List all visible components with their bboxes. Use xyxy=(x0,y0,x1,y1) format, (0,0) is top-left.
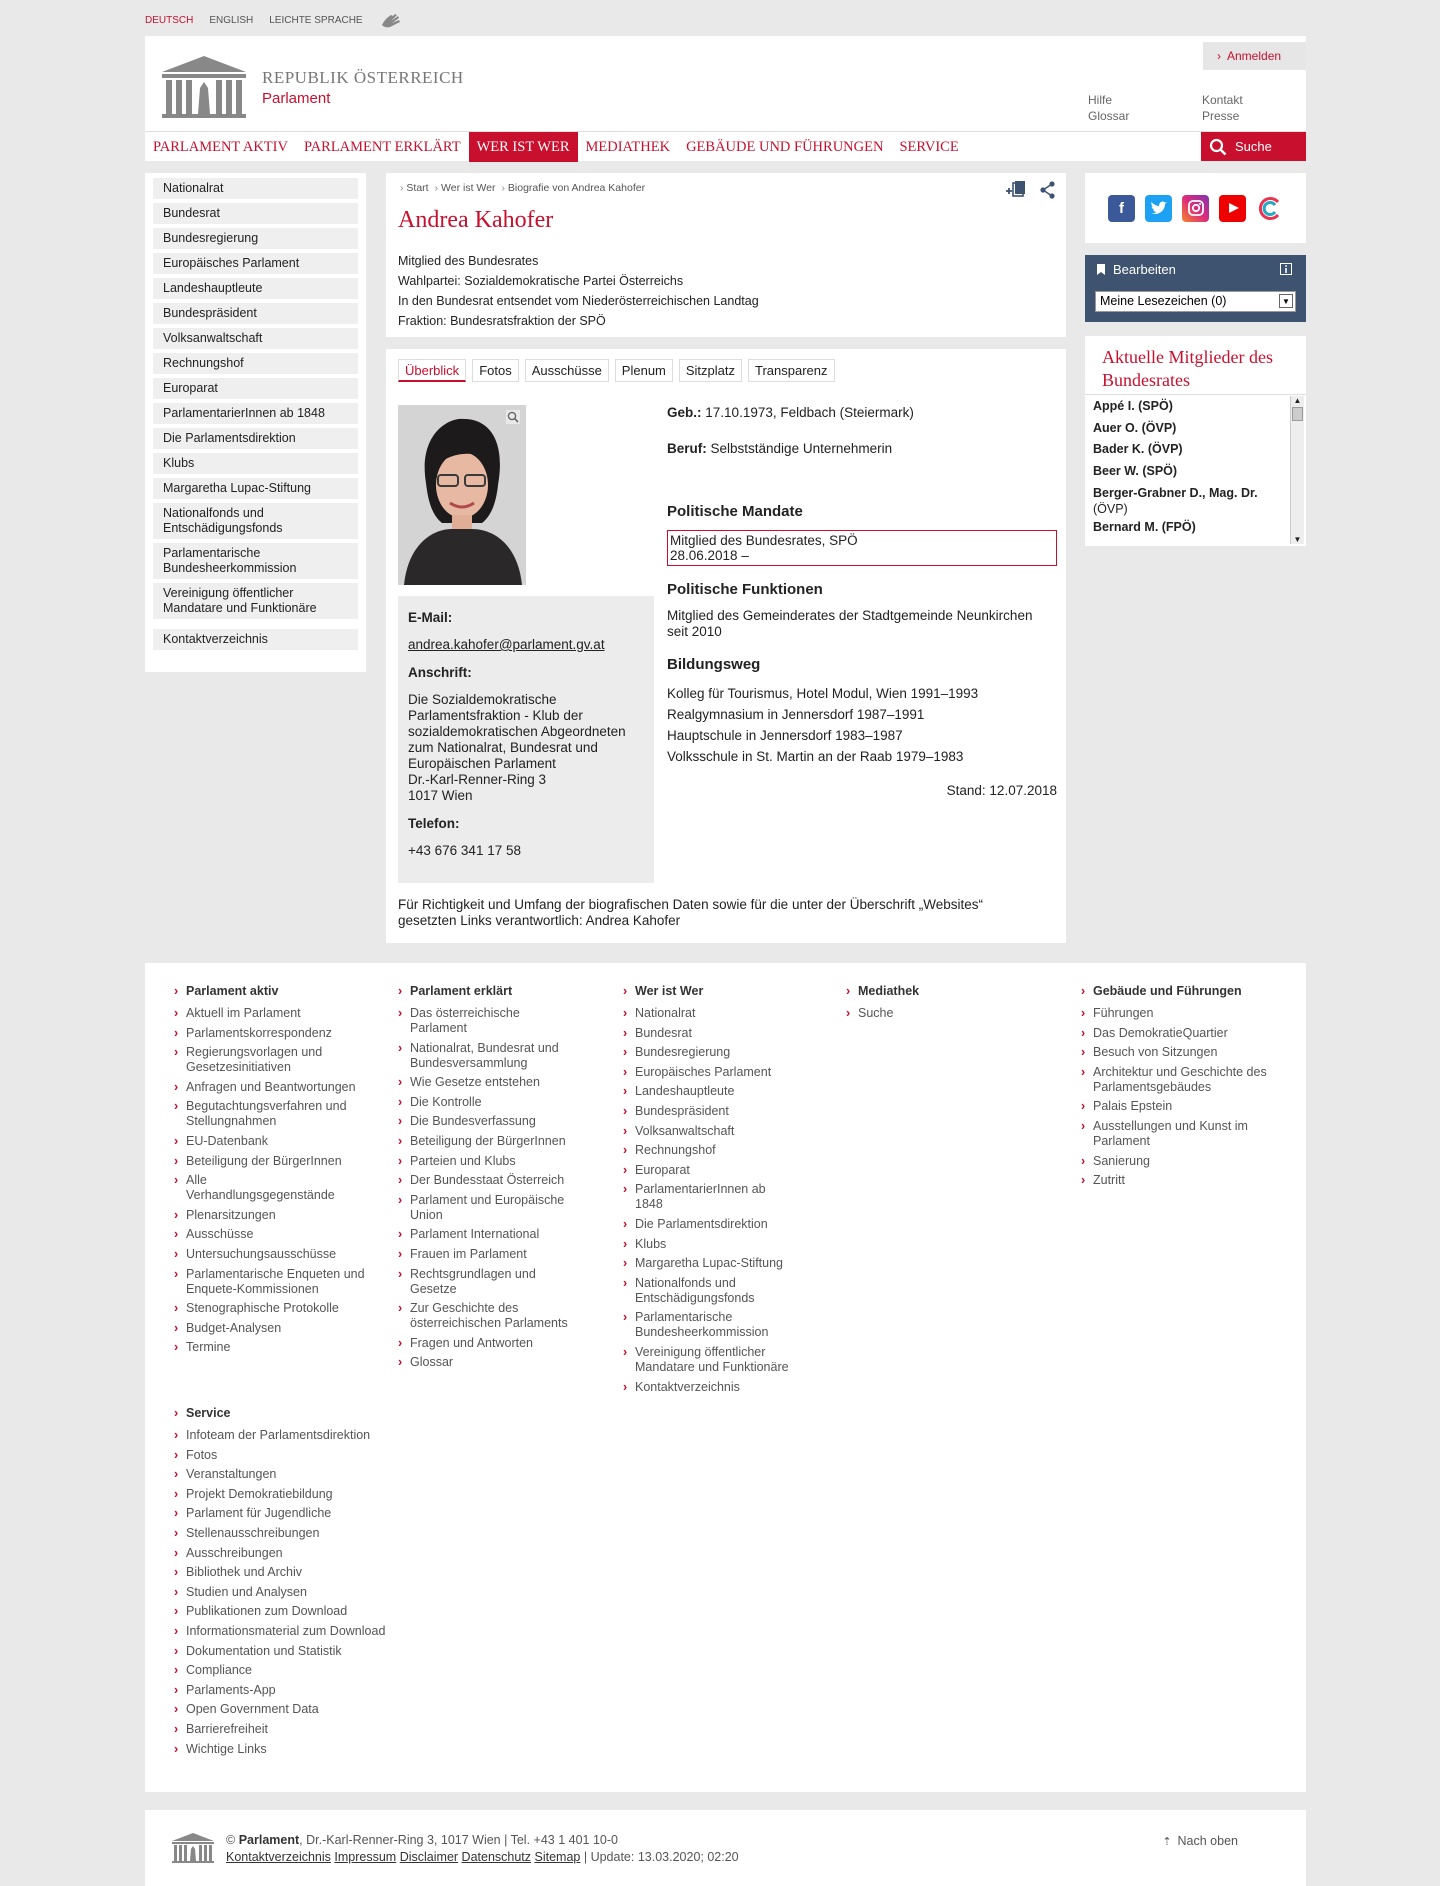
footer-link[interactable]: › Frauen im Parlament xyxy=(410,1247,590,1262)
footer-link[interactable]: › Die Bundesverfassung xyxy=(410,1114,590,1129)
footer-link[interactable]: › Publikationen zum Download xyxy=(186,1604,426,1619)
education-heading: Bildungsweg xyxy=(667,656,761,673)
disclaimer-link[interactable]: Disclaimer xyxy=(399,1850,459,1864)
function-title: Mitglied des Gemeinderates der Stadtgemeinde Neunkirchen xyxy=(667,608,1033,623)
footer-link[interactable]: › Zutritt xyxy=(1093,1173,1273,1188)
footer-link[interactable]: › Parlaments-App xyxy=(186,1683,426,1698)
members-list xyxy=(1093,396,1289,544)
footer-link[interactable]: › Bundespräsident xyxy=(635,1104,815,1119)
footer-link[interactable]: › Fragen und Antworten xyxy=(410,1336,590,1351)
breadcrumb xyxy=(400,182,645,194)
search-button[interactable] xyxy=(1201,132,1306,161)
sidebar-item[interactable]: Nationalrat xyxy=(153,178,358,199)
member-item[interactable]: Auer O. (ÖVP) xyxy=(1093,420,1177,435)
portrait-image xyxy=(398,405,526,585)
sitemap-link[interactable]: Sitemap xyxy=(534,1850,581,1864)
mandate-date: 28.06.2018 – xyxy=(670,548,749,563)
footer-link[interactable]: › Parteien und Klubs xyxy=(410,1154,590,1169)
profile-tabs xyxy=(398,359,835,382)
breadcrumb-current: › Biografie von Andrea Kahofer xyxy=(501,182,645,194)
sidebar-item[interactable]: ParlamentarierInnen ab 1848 xyxy=(153,403,358,424)
profession-info xyxy=(667,441,1057,456)
person-summary xyxy=(398,251,759,331)
info-icon[interactable] xyxy=(1280,263,1292,275)
update-info: | Update: 13.03.2020; 02:20 xyxy=(583,1850,739,1864)
footer-link[interactable]: › Die Parlamentsdirektion xyxy=(635,1217,815,1232)
birth-value: 17.10.1973, Feldbach (Steiermark) xyxy=(705,405,914,420)
education-list xyxy=(667,683,1057,767)
sidebar-item[interactable]: Rechnungshof xyxy=(153,353,358,374)
twitter-icon[interactable] xyxy=(1145,195,1172,222)
footer-link[interactable]: › Nationalrat, Bundesrat und Bundesversammlung xyxy=(410,1041,590,1071)
footer-link[interactable]: › Barrierefreiheit xyxy=(186,1722,426,1737)
address-line: sozialdemokratischen Abgeordneten xyxy=(408,724,626,739)
phone-label: Telefon: xyxy=(408,816,460,831)
language-bar xyxy=(145,0,405,40)
address xyxy=(408,692,644,804)
edit-label: Bearbeiten xyxy=(1113,262,1176,277)
sidebar-item[interactable]: Margaretha Lupac-Stiftung xyxy=(153,478,358,499)
person-delegation: In den Bundesrat entsendet vom Niederösterreichischen Landtag xyxy=(398,294,759,308)
sidebar-item[interactable]: Bundesrat xyxy=(153,203,358,224)
footer-link[interactable]: › Parlament International xyxy=(410,1227,590,1242)
footer-link[interactable]: › Beteiligung der BürgerInnen xyxy=(186,1154,366,1169)
lang-leichte-sprache[interactable]: LEICHTE SPRACHE xyxy=(269,14,363,26)
footer-link[interactable]: › Bundesregierung xyxy=(635,1045,815,1060)
tab-fotos[interactable]: Fotos xyxy=(472,359,519,382)
demokratiewebstatt-icon[interactable] xyxy=(1256,195,1283,222)
footer-link[interactable]: › Europarat xyxy=(635,1163,815,1178)
footer-link[interactable]: › ParlamentarierInnen ab 1848 xyxy=(635,1182,785,1212)
nav-service[interactable]: SERVICE xyxy=(899,139,959,155)
contact-box xyxy=(398,596,654,883)
footer-link[interactable]: › Klubs xyxy=(635,1237,815,1252)
arrow-up-icon: ⇡ xyxy=(1162,1836,1172,1848)
bookmarks-panel xyxy=(1085,255,1306,322)
footer-link[interactable]: › Rechnungshof xyxy=(635,1143,815,1158)
edit-bookmarks[interactable] xyxy=(1095,262,1176,277)
footer-col-service xyxy=(186,1406,426,1761)
footer-link[interactable]: › Nationalfonds und Entschädigungsfonds xyxy=(635,1276,785,1306)
search-label: Suche xyxy=(1235,139,1272,154)
tab-plenum[interactable]: Plenum xyxy=(615,359,673,382)
bottom-bar xyxy=(145,1810,1306,1886)
address-line: 1017 Wien xyxy=(408,788,473,803)
footer-link[interactable]: › Alle Verhandlungsgegenstände xyxy=(186,1173,321,1203)
phone-number: +43 676 341 17 58 xyxy=(408,843,521,858)
header-links-right xyxy=(1202,92,1243,124)
person-photo[interactable] xyxy=(398,405,526,585)
functions-heading: Politische Funktionen xyxy=(667,581,823,598)
member-item[interactable]: Beer W. (SPÖ) xyxy=(1093,463,1178,478)
biography-details xyxy=(667,405,1057,798)
education-item: Hauptschule in Jennersdorf 1983–1987 xyxy=(667,728,903,743)
scroll-thumb[interactable] xyxy=(1292,407,1303,421)
org-address: , Dr.-Karl-Renner-Ring 3, 1017 Wien | Tel. +43 1 401 10-0 xyxy=(299,1833,618,1847)
footer-link[interactable]: › Nationalrat xyxy=(635,1006,815,1021)
footer-link[interactable]: › EU-Datenbank xyxy=(186,1134,366,1149)
footer-col-mediathek xyxy=(858,984,1008,1026)
footer-link[interactable]: › Kontaktverzeichnis xyxy=(635,1380,815,1395)
last-updated: Stand: 12.07.2018 xyxy=(946,783,1057,798)
footer-link[interactable]: › Open Government Data xyxy=(186,1702,426,1717)
footer-link[interactable]: › Palais Epstein xyxy=(1093,1099,1273,1114)
nav-parlament-aktiv[interactable]: PARLAMENT AKTIV xyxy=(153,139,288,155)
sidebar-item[interactable]: Parlamentarische Bundesheerkommission xyxy=(153,543,358,579)
address-line: zum Nationalrat, Bundesrat und xyxy=(408,740,598,755)
footer-link[interactable]: › Dokumentation und Statistik xyxy=(186,1644,426,1659)
scroll-down-icon[interactable]: ▼ xyxy=(1293,535,1302,544)
site-header xyxy=(145,36,1306,131)
footer-link[interactable]: › Studien und Analysen xyxy=(186,1585,426,1600)
org-name: Parlament xyxy=(238,1833,300,1847)
address-line: Die Sozialdemokratische xyxy=(408,692,557,707)
breadcrumb-start[interactable]: › Start xyxy=(400,182,429,194)
chevron-down-icon: ▼ xyxy=(1279,294,1293,308)
profession-value: Selbstständige Unternehmerin xyxy=(710,441,893,456)
logo-subtitle: Parlament xyxy=(262,89,331,107)
main-navigation xyxy=(145,131,1306,161)
footer-link[interactable]: › Landeshauptleute xyxy=(635,1084,815,1099)
footer-link[interactable]: › Ausschüsse xyxy=(186,1227,366,1242)
sidebar-item[interactable]: Landeshauptleute xyxy=(153,278,358,299)
footer-link[interactable]: › Suche xyxy=(858,1006,1008,1021)
nav-wer-ist-wer[interactable]: WER IST WER xyxy=(469,132,578,162)
logo-title: REPUBLIK ÖSTERREICH xyxy=(262,67,464,87)
function-date: seit 2010 xyxy=(667,624,722,639)
bookmarks-select[interactable] xyxy=(1095,291,1296,312)
sidebar-item[interactable]: Nationalfonds und Entschädigungsfonds xyxy=(153,503,358,539)
person-party: Wahlpartei: Sozialdemokratische Partei Österreichs xyxy=(398,274,684,288)
footer-link[interactable]: › Begutachtungsverfahren und Stellungnahmen xyxy=(186,1099,366,1129)
sidebar-item[interactable]: Bundespräsident xyxy=(153,303,358,324)
footer-link[interactable]: › Parlamentarische Bundesheerkommission xyxy=(635,1310,785,1340)
sidebar-item[interactable]: Volksanwaltschaft xyxy=(153,328,358,349)
nav-mediathek[interactable]: MEDIATHEK xyxy=(585,139,671,155)
sign-language-icon[interactable] xyxy=(379,11,405,29)
footer-heading[interactable]: › Wer ist Wer xyxy=(635,984,815,998)
person-header-card xyxy=(386,173,1066,337)
footer-link[interactable]: › Wichtige Links xyxy=(186,1742,426,1757)
footer-link[interactable]: › Ausstellungen und Kunst im Parlament xyxy=(1093,1119,1273,1149)
mandate-entry xyxy=(667,530,1057,566)
footer-link[interactable]: › Bibliothek und Archiv xyxy=(186,1565,426,1580)
footer-sitemap xyxy=(145,963,1306,1792)
footer-link[interactable]: › Parlamentskorrespondenz xyxy=(186,1026,366,1041)
member-item[interactable]: Berger-Grabner D., Mag. Dr. (ÖVP) xyxy=(1093,486,1258,516)
address-line: Dr.-Karl-Renner-Ring 3 xyxy=(408,772,547,787)
education-item: Volksschule in St. Martin an der Raab 1979–1983 xyxy=(667,749,964,764)
footer-link[interactable]: › Informationsmaterial zum Download xyxy=(186,1624,426,1639)
responsibility-note: Für Richtigkeit und Umfang der biografischen Daten sowie für die unter der Überschrift „Websites“ gesetzten Links verantwortlich: Andrea Kahofer xyxy=(398,897,984,928)
press-link[interactable]: Presse xyxy=(1202,109,1240,123)
zoom-icon[interactable] xyxy=(506,410,520,424)
footer-link[interactable]: › Parlamentarische Enqueten und Enquete-Kommissionen xyxy=(186,1267,366,1297)
footer-heading[interactable]: › Parlament erklärt xyxy=(410,984,590,998)
footer-link[interactable]: › Führungen xyxy=(1093,1006,1273,1021)
footer-link[interactable]: › Regierungsvorlagen und Gesetzesinitiativen xyxy=(186,1045,366,1075)
footer-link[interactable]: › Aktuell im Parlament xyxy=(186,1006,366,1021)
parliament-building-icon xyxy=(160,54,248,120)
footer-link[interactable]: › Margaretha Lupac-Stiftung xyxy=(635,1256,815,1271)
datenschutz-link[interactable]: Datenschutz xyxy=(461,1850,532,1864)
profession-label: Beruf: xyxy=(667,441,707,456)
footer-link[interactable]: › Budget-Analysen xyxy=(186,1321,366,1336)
footer-link[interactable]: › Zur Geschichte des österreichischen Parlaments xyxy=(410,1301,585,1331)
mandate-title: Mitglied des Bundesrates, SPÖ xyxy=(670,533,858,548)
footer-link[interactable]: › Plenarsitzungen xyxy=(186,1208,366,1223)
function-entry xyxy=(667,608,1057,640)
footer-link[interactable]: › Die Kontrolle xyxy=(410,1095,590,1110)
scroll-up-icon[interactable]: ▲ xyxy=(1293,396,1302,405)
members-scrollbar[interactable] xyxy=(1290,396,1304,544)
biography-card xyxy=(386,349,1066,943)
footer-link[interactable]: › Architektur und Geschichte des Parlamentsgebäudes xyxy=(1093,1065,1273,1095)
address-line: Parlamentsfraktion - Klub der xyxy=(408,708,583,723)
impressum-link[interactable]: Impressum xyxy=(334,1850,397,1864)
chevron-right-icon: › xyxy=(1217,49,1221,63)
footer-link[interactable]: › Wie Gesetze entstehen xyxy=(410,1075,590,1090)
footer-heading[interactable]: › Parlament aktiv xyxy=(186,984,366,998)
copyright-symbol: © xyxy=(226,1833,236,1847)
footer-link[interactable]: › Compliance xyxy=(186,1663,426,1678)
back-to-top-label: Nach oben xyxy=(1177,1834,1238,1848)
footer-link[interactable]: › Europäisches Parlament xyxy=(635,1065,815,1080)
nav-parlament-erklaert[interactable]: PARLAMENT ERKLÄRT xyxy=(303,139,461,155)
footer-link[interactable]: › Termine xyxy=(186,1340,366,1355)
footer-heading[interactable]: › Mediathek xyxy=(858,984,1008,998)
sidebar-item[interactable]: Die Parlamentsdirektion xyxy=(153,428,358,449)
footer-contact-link[interactable]: Kontaktverzeichnis xyxy=(226,1850,331,1864)
social-media-box xyxy=(1085,173,1306,243)
footer-col-gebaeude xyxy=(1093,984,1273,1193)
sidebar-item[interactable]: Europarat xyxy=(153,378,358,399)
footer-link[interactable]: › Das DemokratieQuartier xyxy=(1093,1026,1273,1041)
person-role: Mitglied des Bundesrates xyxy=(398,254,539,268)
footer-col-parlament-erklaert xyxy=(410,984,590,1375)
footer-link[interactable]: › Der Bundesstaat Österreich xyxy=(410,1173,590,1188)
footer-link[interactable]: › Beteiligung der BürgerInnen xyxy=(410,1134,590,1149)
birth-label: Geb.: xyxy=(667,405,702,420)
help-link[interactable]: Hilfe xyxy=(1088,93,1113,107)
share-icon[interactable] xyxy=(1040,181,1056,199)
instagram-icon[interactable] xyxy=(1182,195,1209,222)
address-label: Anschrift: xyxy=(408,665,472,680)
site-logo[interactable] xyxy=(160,54,464,120)
education-item: Kolleg für Tourismus, Hotel Modul, Wien 1991–1993 xyxy=(667,686,979,701)
header-links-left xyxy=(1088,92,1129,124)
left-sidebar xyxy=(145,173,366,672)
footer-link[interactable]: › Vereinigung öffentlicher Mandatare und Funktionäre xyxy=(635,1345,805,1375)
footer-link[interactable]: › Rechtsgrundlagen und Gesetze xyxy=(410,1267,550,1297)
youtube-icon[interactable] xyxy=(1219,195,1246,222)
sidebar-item[interactable]: Kontaktverzeichnis xyxy=(153,629,358,650)
search-icon xyxy=(1209,138,1227,156)
footer-heading[interactable]: › Gebäude und Führungen xyxy=(1093,984,1273,998)
footer-link[interactable]: › Anfragen und Beantwortungen xyxy=(186,1080,366,1095)
copyright-info xyxy=(226,1832,739,1866)
footer-link[interactable]: › Besuch von Sitzungen xyxy=(1093,1045,1273,1060)
tab-transparenz[interactable]: Transparenz xyxy=(748,359,835,382)
tab-ausschuesse[interactable]: Ausschüsse xyxy=(525,359,609,382)
member-item[interactable]: Bernard M. (FPÖ) xyxy=(1093,520,1196,534)
login-button[interactable] xyxy=(1203,42,1306,70)
footer-link[interactable]: › Veranstaltungen xyxy=(186,1467,426,1482)
sidebar-item[interactable]: Europäisches Parlament xyxy=(153,253,358,274)
footer-link[interactable]: › Projekt Demokratiebildung xyxy=(186,1487,426,1502)
birth-info xyxy=(667,405,1057,420)
bookmark-icon xyxy=(1095,264,1107,276)
footer-link[interactable]: › Sanierung xyxy=(1093,1154,1273,1169)
footer-link[interactable]: › Infoteam der Parlamentsdirektion xyxy=(186,1428,426,1443)
tab-ueberblick[interactable]: Überblick xyxy=(398,359,466,382)
login-label: Anmelden xyxy=(1227,49,1282,63)
sidebar-item[interactable]: Vereinigung öffentlicher Mandatare und Funktionäre xyxy=(153,583,358,619)
footer-link[interactable]: › Bundesrat xyxy=(635,1026,815,1041)
footer-link[interactable]: › Fotos xyxy=(186,1448,426,1463)
footer-link[interactable]: › Das österreichische Parlament xyxy=(410,1006,540,1036)
footer-link[interactable]: › Parlament für Jugendliche xyxy=(186,1506,426,1521)
breadcrumb-wer-ist-wer[interactable]: › Wer ist Wer xyxy=(435,182,496,194)
bookmark-add-icon[interactable] xyxy=(1006,181,1026,199)
nav-gebaeude-fuehrungen[interactable]: GEBÄUDE UND FÜHRUNGEN xyxy=(686,139,884,155)
member-item[interactable]: Bader K. (ÖVP) xyxy=(1093,442,1183,456)
footer-link[interactable]: › Volksanwaltschaft xyxy=(635,1124,815,1139)
footer-heading[interactable]: › Service xyxy=(186,1406,426,1420)
address-line: Europäischen Parlament xyxy=(408,756,556,771)
footer-link[interactable]: › Ausschreibungen xyxy=(186,1546,426,1561)
facebook-icon[interactable]: f xyxy=(1108,195,1135,222)
bookmarks-select-value: Meine Lesezeichen (0) xyxy=(1100,294,1227,308)
mandates-heading: Politische Mandate xyxy=(667,503,803,520)
footer-col-wer-ist-wer xyxy=(635,984,815,1399)
person-name: Andrea Kahofer xyxy=(398,207,554,233)
education-item: Realgymnasium in Jennersdorf 1987–1991 xyxy=(667,707,925,722)
lang-deutsch[interactable]: DEUTSCH xyxy=(145,14,194,26)
footer-col-parlament-aktiv xyxy=(186,984,366,1360)
glossary-link[interactable]: Glossar xyxy=(1088,109,1130,123)
person-fraction: Fraktion: Bundesratsfraktion der SPÖ xyxy=(398,314,606,328)
contact-link[interactable]: Kontakt xyxy=(1202,93,1243,107)
member-item[interactable]: Appé I. (SPÖ) xyxy=(1093,399,1173,413)
back-to-top-button[interactable] xyxy=(1162,1834,1238,1848)
lang-english[interactable]: ENGLISH xyxy=(209,14,254,26)
footer-link[interactable]: › Parlament und Europäische Union xyxy=(410,1193,590,1223)
email-label: E-Mail: xyxy=(408,610,453,625)
sidebar-item[interactable]: Bundesregierung xyxy=(153,228,358,249)
members-title: Aktuelle Mitglieder des Bundesrates xyxy=(1102,347,1273,390)
email-link[interactable]: andrea.kahofer@parlament.gv.at xyxy=(408,637,605,652)
footer-link[interactable]: › Stellenausschreibungen xyxy=(186,1526,426,1541)
sidebar-item[interactable]: Klubs xyxy=(153,453,358,474)
footer-link[interactable]: › Stenographische Protokolle xyxy=(186,1301,366,1316)
tab-sitzplatz[interactable]: Sitzplatz xyxy=(679,359,742,382)
footer-link[interactable]: › Untersuchungsausschüsse xyxy=(186,1247,366,1262)
members-panel xyxy=(1085,336,1306,546)
parliament-building-icon xyxy=(171,1832,215,1864)
footer-link[interactable]: › Glossar xyxy=(410,1355,590,1370)
